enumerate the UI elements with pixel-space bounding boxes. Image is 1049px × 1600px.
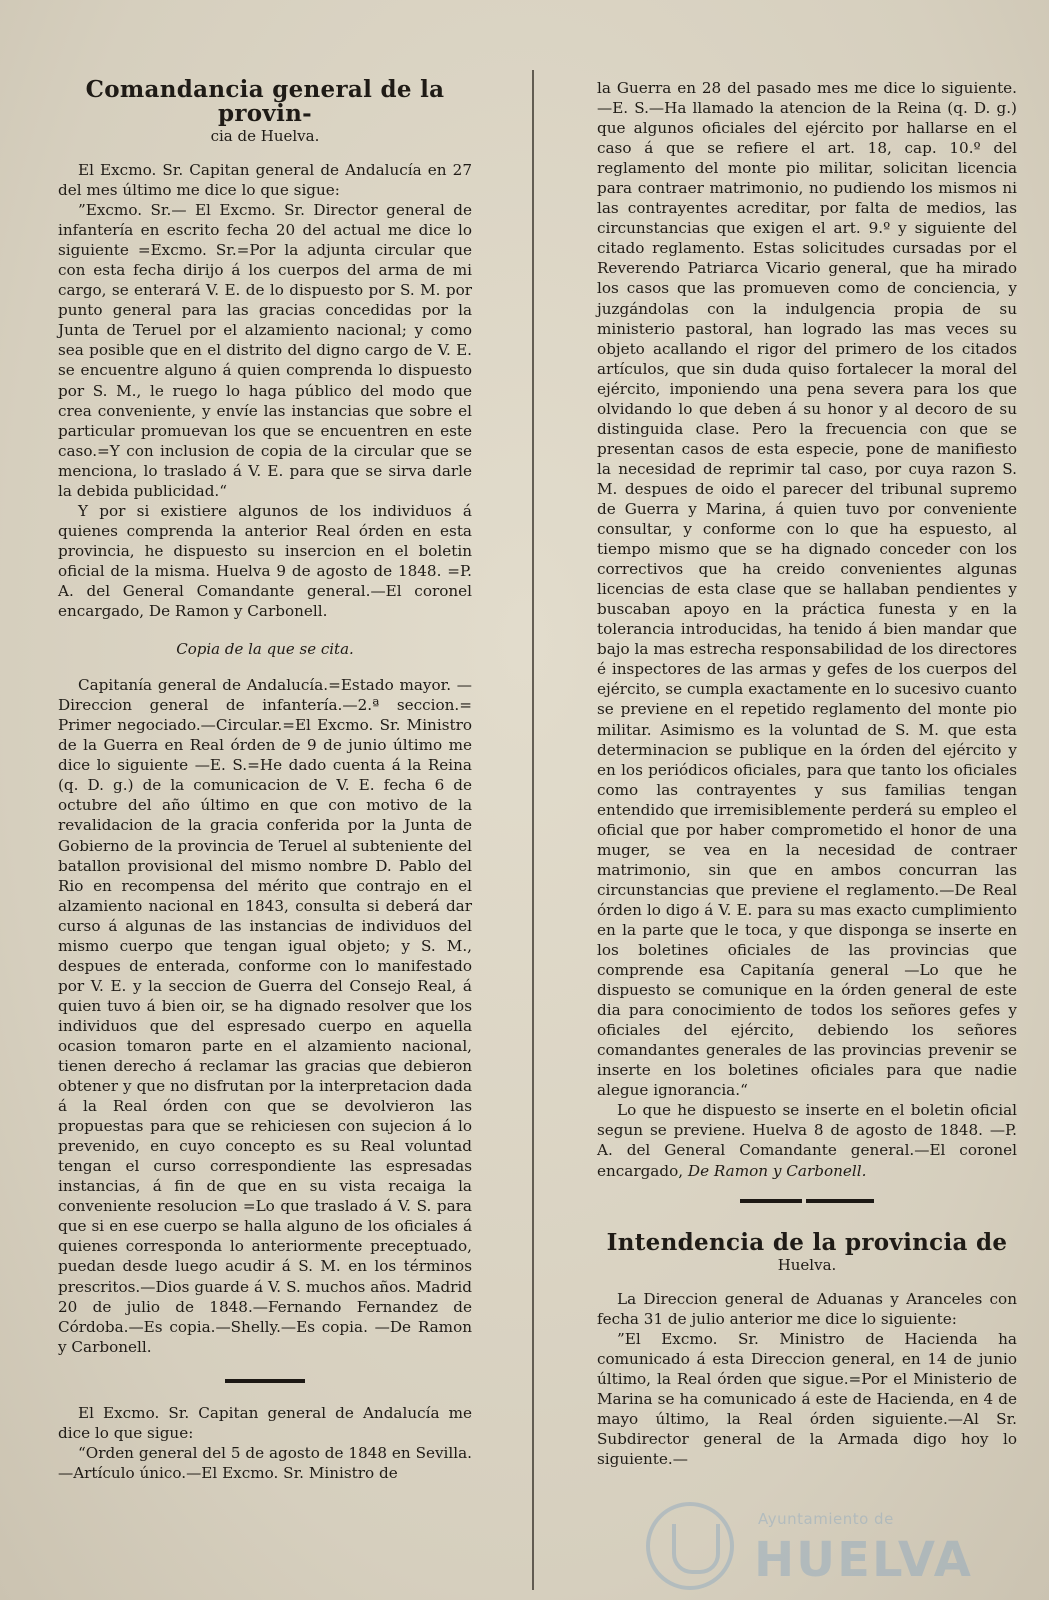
signature: De Ramon y Carbonell. [687,1161,867,1180]
section-title-intendencia: Intendencia de la provincia de [606,1228,1008,1256]
paragraph [597,1100,1017,1180]
paragraph: La Direccion general de Aduanas y Aranceles con fecha 31 de julio anterior me dice lo siguiente: [597,1289,1017,1328]
right-column [597,78,1017,1469]
watermark [646,1502,973,1590]
paragraph: la Guerra en 28 del pasado mes me dice lo siguiente. —E. S.—Ha llamado la atencion de la Reina (q. D. g.) que algunos oficiales del ejército por hallarse en el caso á que se refiere el art. 18, cap. 10.º del reglamento del monte pio militar, solicitan licencia para contraer matrimonio, no pudiendo los mismos ni las contrayentes acreditar, por falta de medios, las circunstancias que exigen el art. 9.º y siguiente del citado reglamento. Estas solicitudes cursadas por el Reverendo Patriarca Vicario general, que ha mirado los casos que las promueven como de conciencia, y juzgándolas con la indulgencia propia de su ministerio pastoral, han logrado las mas veces su objeto acallando el rigor del primero de los citados artículos, que sin duda quiso fortalecer la moral del ejército, imponiendo una pena severa para los que olvidando lo que deben á su honor y al decoro de su distinguida clase. Pero la frecuencia con que se presentan casos de esta especie, pone de manifiesto la necesidad de reprimir tal caso, por cuya razon S. M. despues de oido el parecer del tribunal supremo de Guerra y Marina, á quien tuvo por conveniente consultar, y conforme con lo que ha espuesto, al tiempo mismo que se ha dignado conceder con los correctivos que ha creido convenientes algunas licencias de esta clase que se hallaban pendientes y buscaban apoyo en la práctica funesta y en la tolerancia introducidas, ha tenido á bien mandar que bajo la mas estrecha responsabilidad de los directores é inspectores de las armas y gefes de los cuerpos del ejército, se cumpla exactamente en lo sucesivo cuanto se previene en el repetido reglamento del monte pio militar. Asimismo es la voluntad de S. M. que esta determinacion se publique en la órden del ejército y en los periódicos oficiales, para que tanto los oficiales como las contrayentes y sus familias tengan entendido que irremisiblemente perderá su empleo el oficial que por haber comprometido el honor de una muger, se vea en la necesidad de contraer matrimonio, sin que en ambos concurran las circunstancias que previene el reglamento.—De Real órden lo digo á V. E. para su mas exacto cumplimiento en la parte que le toca, y que disponga se inserte en los boletines oficiales de las provincias que comprende esa Capitanía general —Lo que he dispuesto se comunique en la órden general de este dia para conocimiento de todos los señores gefes y oficiales del ejército, debiendo los señores comandantes generales de las provincias prevenir se inserte en los boletines oficiales para que nadie alegue ignorancia.“ [597,79,1017,1100]
shield-icon [646,1502,734,1590]
watermark-small-text: Ayuntamiento de [758,1510,894,1528]
paragraph: “Orden general del 5 de agosto de 1848 en Sevilla.—Artículo único.—El Excmo. Sr. Ministro de [58,1443,472,1482]
paragraph: Y por si existiere algunos de los individuos á quienes comprenda la anterior Real órden en esta provincia, he dispuesto su insercion en el boletin oficial de la misma. Huelva 9 de agosto de 1848. =P. A. del General Comandante general.—El coronel encargado, De Ramon y Carbonell. [58,501,472,621]
paragraph: Capitanía general de Andalucía.=Estado mayor. —Direccion general de infantería.—2.ª seccion.= Primer negociado.—Circular.=El Excmo. Sr. Ministro de la Guerra en Real órden de 9 de junio último me dice lo siguiente —E. S.=He dado cuenta á la Reina (q. D. g.) de la comunicacion de V. E. fecha 6 de octubre del año último en que con motivo de la revalidacion de la gracia conferida por la Junta de Gobierno de la provincia de Teruel al subteniente del batallon provisional del mismo nombre D. Pablo del Rio en recompensa del mérito que contrajo en el alzamiento nacional en 1843, consulta si deberá dar curso á algunas de las instancias de individuos del mismo cuerpo que tengan igual objeto; y S. M., despues de enterada, conforme con lo manifestado por V. E. y la seccion de Guerra del Consejo Real, á quien tuvo á bien oir, se ha dignado resolver que los individuos que del espresado cuerpo en aquella ocasion tomaron parte en el alzamiento nacional, tienen derecho á reclamar las gracias que debieron obtener y que no disfrutan por la interpretacion dada á la Real órden con que se devolvieron las propuestas para que se rehiciesen con sujecion á lo prevenido, en cuyo concepto es su Real voluntad tengan el curso correspondiente las espresadas instancias, á fin de que en su vista recaiga la conveniente resolucion =Lo que traslado á V. S. para que si en ese cuerpo se halla alguno de los oficiales á quienes corresponda lo anteriormente preceptuado, puedan desde luego acudir á S. M. en los términos prescritos.—Dios guarde á V. S. muchos años. Madrid 20 de julio de 1848.—Fernando Fernandez de Córdoba.—Es copia.—Shelly.—Es copia. —De Ramon y Carbonell. [58,676,472,1356]
section-subtitle-intendencia: Huelva. [777,1255,837,1274]
paragraph-text: Lo que he dispuesto se inserte en el boletin oficial segun se previene. Huelva 8 de agosto de 1848. —P. A. del General Comandante general.—El coronel encargado, [597,1101,1017,1180]
column-rule [532,70,534,1590]
paragraph: ”El Excmo. Sr. Ministro de Hacienda ha comunicado á esta Direccion general, en 14 de junio último, la Real órden que sigue.=Por el Ministerio de Marina se ha comunicado á este de Hacienda, en 4 de mayo último, la Real órden siguiente.—Al Sr. Subdirector general de la Armada digo hoy lo siguiente.— [597,1329,1017,1468]
left-column [58,78,472,1483]
section-divider [740,1199,874,1203]
section-title-comandancia: Comandancia general de la provin- [85,76,445,127]
paragraph: El Excmo. Sr. Capitan general de Andalucía me dice lo que sigue: [58,1403,472,1442]
section-subtitle-comandancia: cia de Huelva. [210,127,320,145]
paragraph: ”Excmo. Sr.— El Excmo. Sr. Director general de infantería en escrito fecha 20 del actual me dice lo siguiente =Excmo. Sr.=Por la adjunta circular que con esta fecha dirijo á los cuerpos del arma de mi cargo, se enterará V. E. de lo dispuesto por S. M. por punto general para las gracias concedidas por la Junta de Teruel por el alzamiento nacional; y como sea posible que en el distrito del digno cargo de V. E. se encuentre alguno á quien comprenda lo dispuesto por S. M., le ruego lo haga público del modo que crea conveniente, y envíe las instancias que sobre el particular promuevan los que se encuentren en este caso.=Y con inclusion de copia de la circular que se menciona, lo traslado á V. E. para que se sirva darle la debida publicidad.“ [58,201,472,500]
copy-heading: Copia de la que se cita. [176,640,354,659]
section-divider [225,1379,305,1383]
paragraph: El Excmo. Sr. Capitan general de Andalucía en 27 del mes último me dice lo que sigue: [58,161,472,200]
watermark-big-text: HUELVA [754,1532,973,1588]
